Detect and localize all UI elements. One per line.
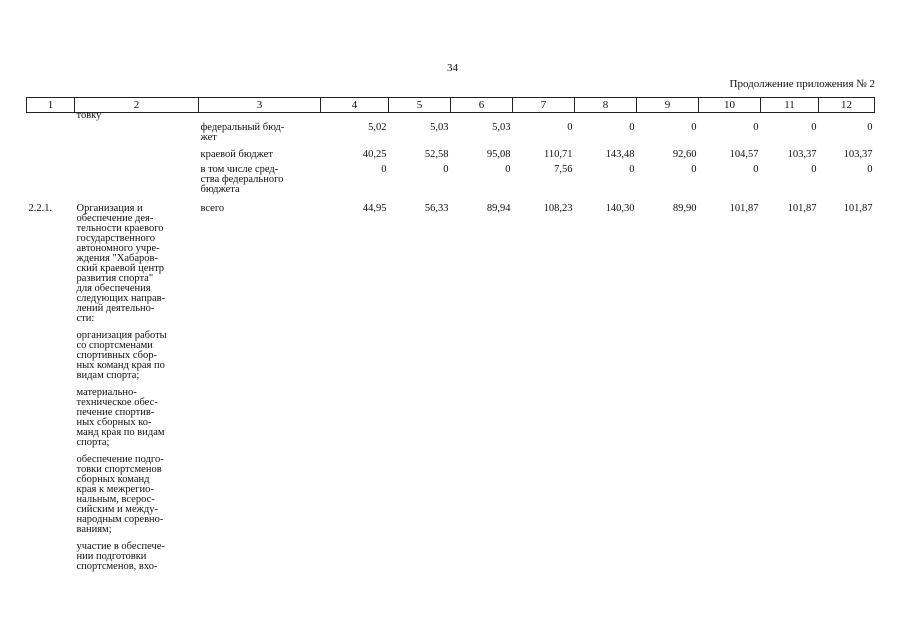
table-row xyxy=(27,196,875,573)
value-cell: 0 xyxy=(691,164,697,175)
funding-source: всего xyxy=(200,203,225,214)
item-code: 2.2.1. xyxy=(28,203,53,214)
item-description xyxy=(75,196,199,573)
value-cell: 101,87 xyxy=(729,203,759,214)
value-cell: 0 xyxy=(443,164,449,175)
value-cell: 143,48 xyxy=(605,149,635,160)
value-cell: 5,03 xyxy=(430,122,449,133)
value-cell: 5,02 xyxy=(368,122,387,133)
value-cell: 0 xyxy=(867,122,873,133)
value-cell: 0 xyxy=(811,122,817,133)
value-cell: 108,23 xyxy=(543,203,573,214)
column-header: 12 xyxy=(819,98,875,113)
description-paragraph: обеспечение подго- товки спортсменов сборных команд края к межрегио- нальным, всерос- сийским и между- народным соревно- ваниям; xyxy=(76,454,164,535)
value-cell: 0 xyxy=(753,164,759,175)
value-cell: 101,87 xyxy=(843,203,873,214)
description-paragraph: материально- техническое обес- печение спортив- ных сборных ко- манд края по видам спорта; xyxy=(76,387,165,448)
value-cell: 140,30 xyxy=(605,203,635,214)
table-row xyxy=(27,122,875,144)
column-header: 11 xyxy=(761,98,819,113)
page-number: 34 xyxy=(447,62,458,74)
continued-description: товку xyxy=(76,110,102,121)
column-header: 1 xyxy=(27,98,75,113)
column-header: 5 xyxy=(389,98,451,113)
appendix-continuation-label: Продолжение приложения № 2 xyxy=(729,78,875,90)
column-header: 4 xyxy=(321,98,389,113)
value-cell: 0 xyxy=(811,164,817,175)
value-cell: 0 xyxy=(567,122,573,133)
value-cell: 89,94 xyxy=(486,203,511,214)
column-header: 7 xyxy=(513,98,575,113)
value-cell: 110,71 xyxy=(544,149,573,160)
funding-source: федеральный бюд- жет xyxy=(200,122,285,143)
column-header: 6 xyxy=(451,98,513,113)
budget-table xyxy=(26,97,875,573)
value-cell: 0 xyxy=(691,122,697,133)
value-cell: 40,25 xyxy=(362,149,387,160)
value-cell: 101,87 xyxy=(787,203,817,214)
value-cell: 52,58 xyxy=(424,149,449,160)
value-cell: 103,37 xyxy=(787,149,817,160)
value-cell: 103,37 xyxy=(843,149,873,160)
value-cell: 95,08 xyxy=(486,149,511,160)
table-row xyxy=(27,113,875,123)
table-row xyxy=(27,144,875,161)
value-cell: 0 xyxy=(753,122,759,133)
value-cell: 0 xyxy=(867,164,873,175)
value-cell: 7,56 xyxy=(554,164,573,175)
funding-source: краевой бюджет xyxy=(200,149,273,160)
value-cell: 0 xyxy=(381,164,387,175)
column-header: 2 xyxy=(75,98,199,113)
value-cell: 104,57 xyxy=(729,149,759,160)
description-paragraph: Организация и обеспечение дея- тельности краевого государственного автономного учре- ждения "Хабаров- ский краевой центр развития спорта" для обеспечения следующих направ- лений деятельно- сти: xyxy=(76,203,166,324)
column-header: 10 xyxy=(699,98,761,113)
funding-source: в том числе сред- ства федерального бюджета xyxy=(200,164,284,195)
value-cell: 0 xyxy=(629,164,635,175)
value-cell: 89,90 xyxy=(672,203,697,214)
value-cell: 44,95 xyxy=(362,203,387,214)
description-paragraph: участие в обеспече- нии подготовки спортсменов, вхо- xyxy=(76,541,165,572)
column-header: 8 xyxy=(575,98,637,113)
value-cell: 0 xyxy=(505,164,511,175)
value-cell: 5,03 xyxy=(492,122,511,133)
column-header: 3 xyxy=(199,98,321,113)
description-paragraph: организация работы со спортсменами спортивных сбор- ных команд края по видам спорта; xyxy=(76,330,167,381)
value-cell: 56,33 xyxy=(424,203,449,214)
value-cell: 92,60 xyxy=(672,149,697,160)
value-cell: 0 xyxy=(629,122,635,133)
table-row xyxy=(27,161,875,196)
column-header: 9 xyxy=(637,98,699,113)
